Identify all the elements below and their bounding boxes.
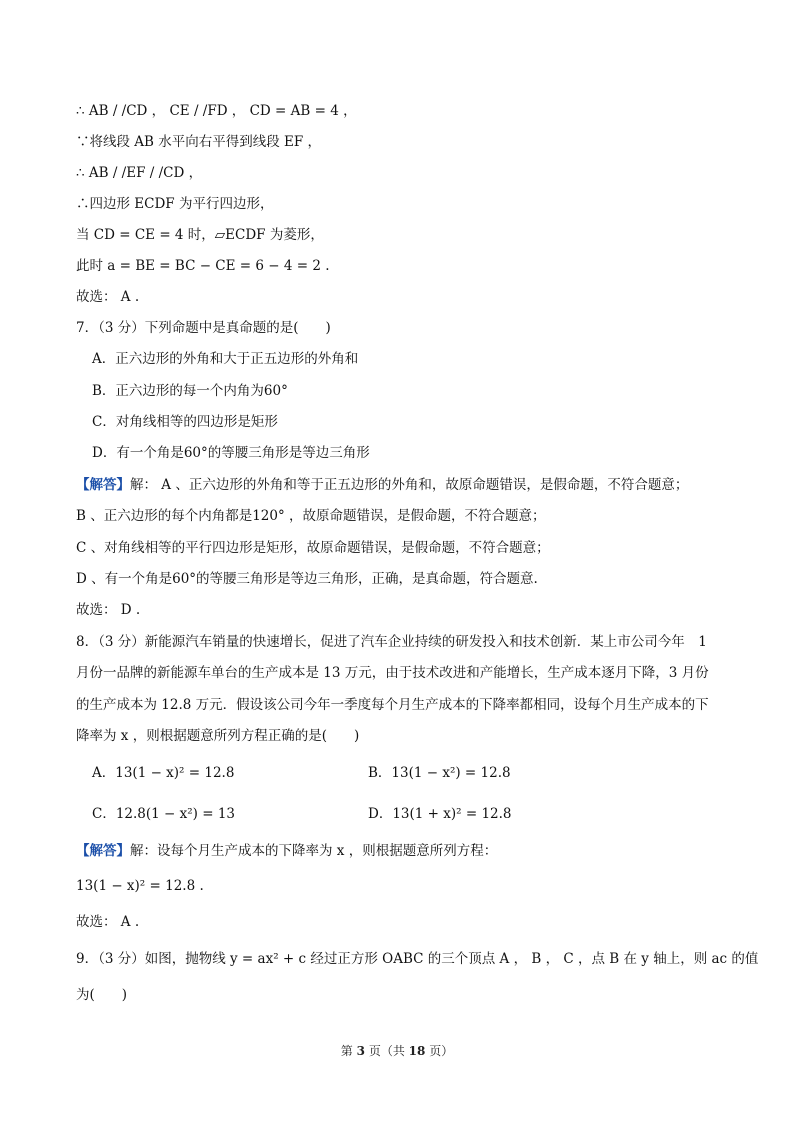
q7-answer-line-4: D 、有一个角是60°的等腰三角形是等边三角形，正确，是真命题，符合题意. [76,571,538,587]
footer-suffix: 页） [429,1044,454,1058]
q8-answer-line-1 [76,840,730,862]
q7-option-d: D．有一个角是60°的等腰三角形是等边三角形 [92,445,370,461]
answer-tag: 【解答】 [76,477,130,493]
solution-line-1: ∴ AB / /CD ， CE / /FD ， CD = AB = 4 ， [76,103,357,119]
question-7-stem: 7．（3 分）下列命题中是真命题的是( ) [76,320,331,336]
page-footer [0,1042,794,1059]
question-9-stem-line-1: 9．（3 分）如图，抛物线 y = ax² + c 经过正方形 OABC 的三个顶点 A ， B ， C ，点 B 在 y 轴上，则 ac 的值 [76,951,759,967]
solution-line-5: 当 CD = CE = 4 时，▱ECDF 为菱形， [76,227,324,243]
q7-answer-line-3: C 、对角线相等的平行四边形是矩形，故原命题错误，是假命题，不符合题意； [76,540,550,556]
footer-middle: 页（共 [368,1044,405,1058]
answer-choice-q7: 故选： D . [76,602,141,618]
q8-option-c: C．12.8(1 − x²) = 13 [92,806,236,822]
q8-option-d: D．13(1 + x)² = 12.8 [368,806,512,822]
answer-tag: 【解答】 [76,843,130,859]
question-8-stem-line-1: 8．（3 分）新能源汽车销量的快速增长，促进了汽车企业持续的研发投入和技术创新．某上市公司今年 1 [76,634,707,650]
q7-option-a: A．正六边形的外角和大于正五边形的外角和 [92,351,359,367]
question-8-stem-line-2: 月份一品牌的新能源车单台的生产成本是 13 万元，由于技术改进和产能增长，生产成本逐月下降，3 月份 [76,665,709,681]
q8-answer-equation: 13(1 − x)² = 12.8 . [76,878,204,894]
q7-answer-text-1: 解： A 、正六边形的外角和等于正五边形的外角和，故原命题错误，是假命题，不符合题意； [130,477,689,493]
question-8-stem-line-4: 降率为 x ，则根据题意所列方程正确的是( ) [76,728,360,744]
q8-option-b: B．13(1 − x²) = 12.8 [368,765,511,781]
q8-answer-text-1: 解：设每个月生产成本的下降率为 x ，则根据题意所列方程： [130,843,498,859]
footer-page-number: 3 [356,1044,365,1058]
footer-prefix: 第 [340,1044,353,1058]
solution-line-3: ∴ AB / /EF / /CD ， [76,165,203,181]
solution-line-6: 此时 a = BE = BC − CE = 6 − 4 = 2 . [76,258,330,274]
q7-answer-line-2: B 、正六边形的每个内角都是120° ，故原命题错误，是假命题，不符合题意； [76,508,546,524]
answer-choice-q6: 故选： A . [76,289,140,305]
q7-answer-line-1 [76,474,730,496]
question-8-stem-line-3: 的生产成本为 12.8 万元．假设该公司今年一季度每个月生产成本的下降率都相同，设每个月生产成本的下 [76,697,709,713]
q7-option-c: C．对角线相等的四边形是矩形 [92,414,278,430]
answer-choice-q8: 故选： A . [76,914,140,930]
solution-line-4: ∴四边形 ECDF 为平行四边形， [76,196,274,212]
q7-option-b: B．正六边形的每一个内角为60° [92,383,288,399]
question-9-stem-line-2: 为( ) [76,987,128,1003]
q8-option-a: A．13(1 − x)² = 12.8 [92,765,235,781]
solution-line-2: ∵将线段 AB 水平向右平得到线段 EF ， [76,134,322,150]
footer-total-pages: 18 [408,1044,426,1058]
